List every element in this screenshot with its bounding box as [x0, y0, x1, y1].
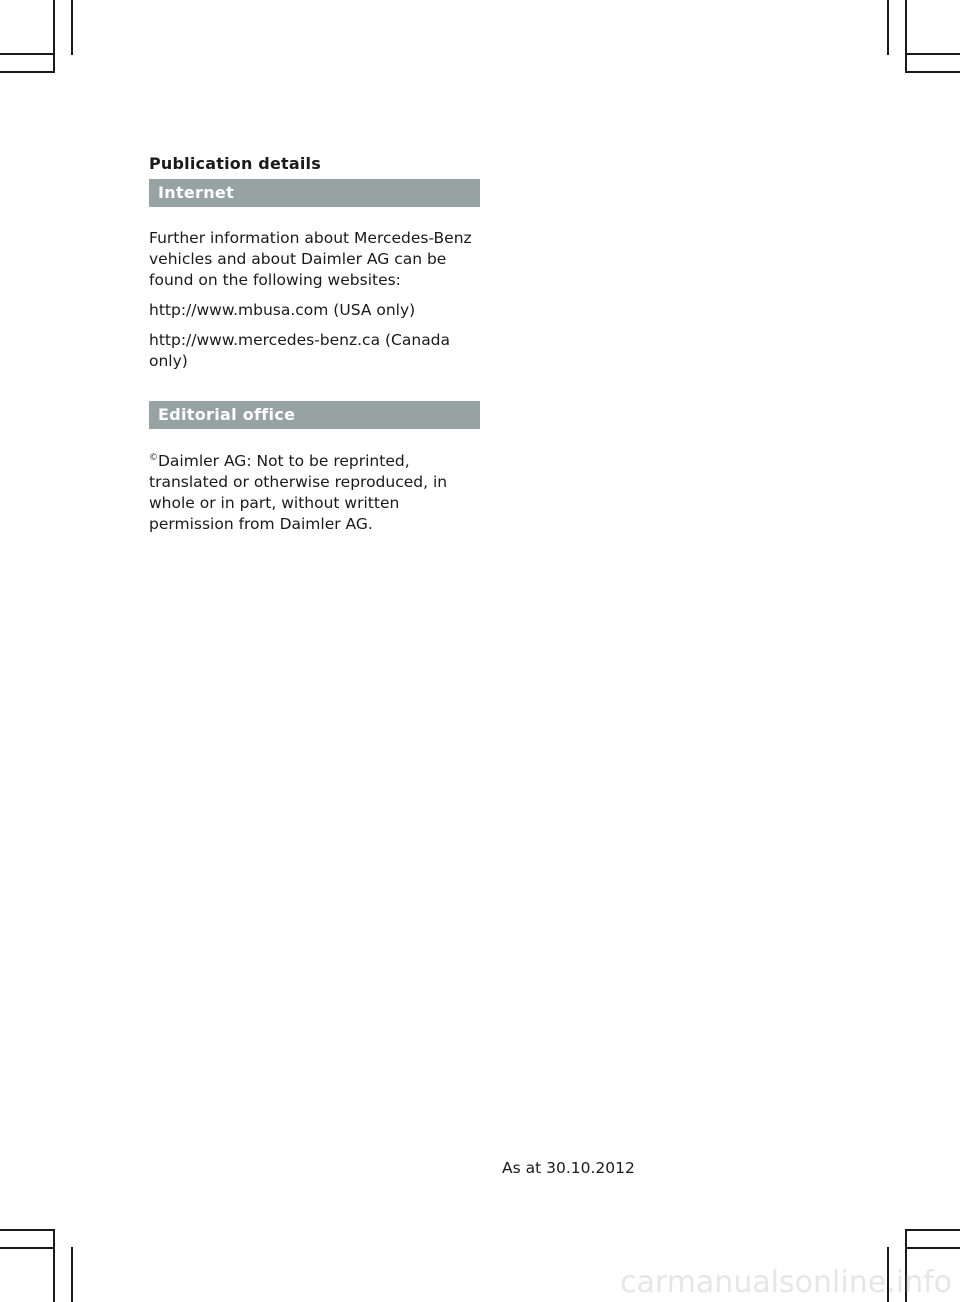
crop-mark-bottom-right-h — [905, 1229, 960, 1231]
crop-mark-bottom-left-h-inner — [0, 1247, 55, 1249]
crop-mark-top-right-h-inner — [905, 71, 960, 73]
section-body-editorial-office — [149, 451, 483, 544]
crop-mark-top-right-v-outer — [887, 0, 889, 55]
section-heading-editorial-office: Editorial office — [149, 401, 480, 429]
crop-mark-top-left-v-outer — [71, 0, 73, 55]
crop-mark-top-left-h — [0, 53, 55, 55]
crop-mark-bottom-left-v-outer — [71, 1247, 73, 1302]
crop-mark-top-right-v — [905, 0, 907, 73]
section-body-internet — [149, 228, 483, 381]
crop-mark-top-left-v — [53, 0, 55, 73]
watermark: carmanualsonline.info — [620, 1265, 952, 1300]
crop-mark-bottom-right-h-inner — [905, 1247, 960, 1249]
crop-mark-top-left-h-inner — [0, 71, 55, 73]
section-heading-internet: Internet — [149, 179, 480, 207]
copyright-symbol: © — [149, 453, 158, 463]
internet-intro-paragraph: Further information about Mercedes-Benz vehicles and about Daimler AG can be found on the following websites: — [149, 229, 472, 289]
website-link-usa[interactable]: http://www.mbusa.com (USA only) — [149, 301, 416, 319]
footer-date-stamp: As at 30.10.2012 — [502, 1159, 635, 1173]
copyright-paragraph — [149, 451, 483, 535]
crop-mark-bottom-left-h — [0, 1229, 55, 1231]
website-link-canada[interactable]: http://www.mercedes-benz.ca (Canada only) — [149, 331, 451, 370]
copyright-text: Daimler AG: Not to be reprinted, translated or otherwise reproduced, in whole or in part, without written permission from Daimler AG. — [149, 452, 448, 533]
page-title: Publication details — [149, 154, 321, 173]
crop-mark-top-right-h — [905, 53, 960, 55]
crop-mark-bottom-left-v — [53, 1229, 55, 1302]
